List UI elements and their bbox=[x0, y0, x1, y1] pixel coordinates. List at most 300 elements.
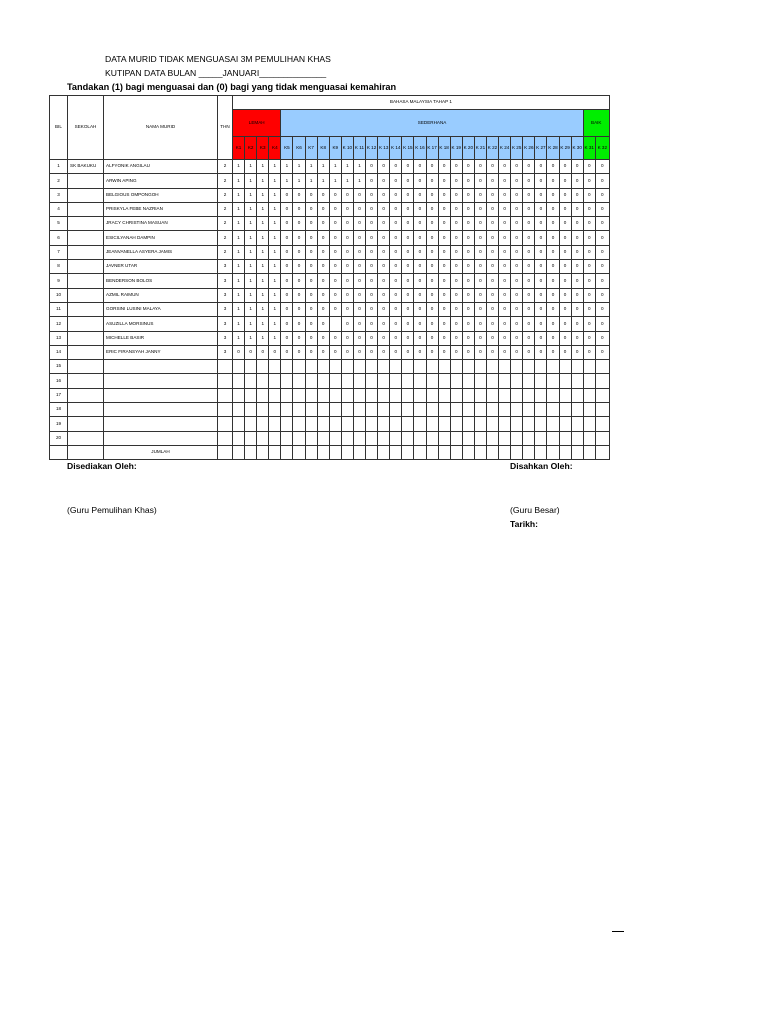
empty-cell bbox=[402, 417, 414, 431]
score-cell: 0 bbox=[595, 260, 609, 274]
score-cell: 0 bbox=[571, 160, 583, 174]
empty-cell bbox=[218, 417, 233, 431]
empty-cell bbox=[305, 388, 317, 402]
score-cell: 0 bbox=[547, 217, 559, 231]
student-name: GORSINI LUSINI MALAYA bbox=[104, 302, 218, 316]
score-cell: 0 bbox=[402, 274, 414, 288]
empty-cell bbox=[583, 374, 595, 388]
score-cell: 0 bbox=[281, 345, 293, 359]
score-cell: 0 bbox=[305, 302, 317, 316]
score-cell: 0 bbox=[390, 317, 402, 331]
score-cell: 1 bbox=[257, 202, 269, 216]
empty-cell bbox=[353, 374, 365, 388]
empty-cell bbox=[426, 417, 438, 431]
score-cell: 0 bbox=[402, 245, 414, 259]
score-cell: 0 bbox=[535, 160, 547, 174]
school-cell bbox=[68, 188, 104, 202]
empty-cell bbox=[281, 403, 293, 417]
score-cell: 1 bbox=[233, 317, 245, 331]
empty-cell bbox=[218, 388, 233, 402]
score-cell: 0 bbox=[595, 245, 609, 259]
score-cell: 1 bbox=[233, 217, 245, 231]
table-row bbox=[50, 360, 610, 374]
empty-cell bbox=[414, 417, 426, 431]
data-period-line: KUTIPAN DATA BULAN _____JANUARI______________ bbox=[105, 68, 327, 78]
score-cell: 0 bbox=[583, 202, 595, 216]
score-cell: 0 bbox=[462, 231, 474, 245]
year-cell: 2 bbox=[218, 160, 233, 174]
total-cell bbox=[305, 445, 317, 459]
empty-cell bbox=[559, 374, 571, 388]
score-cell: 0 bbox=[511, 317, 523, 331]
empty-cell bbox=[353, 403, 365, 417]
empty-cell bbox=[559, 403, 571, 417]
score-cell: 0 bbox=[547, 174, 559, 188]
empty-cell bbox=[571, 374, 583, 388]
score-cell: 0 bbox=[486, 231, 498, 245]
score-cell: 0 bbox=[366, 331, 378, 345]
score-cell: 0 bbox=[390, 245, 402, 259]
empty-cell bbox=[474, 360, 486, 374]
empty-cell bbox=[218, 431, 233, 445]
empty-cell bbox=[68, 374, 104, 388]
score-cell: 0 bbox=[499, 160, 511, 174]
empty-cell bbox=[414, 403, 426, 417]
skill-header: K 24 bbox=[499, 137, 511, 160]
empty-cell bbox=[438, 374, 450, 388]
score-cell: 0 bbox=[559, 231, 571, 245]
score-cell: 0 bbox=[583, 274, 595, 288]
student-name: JRACY CHRISTINA MASUAN bbox=[104, 217, 218, 231]
score-cell: 1 bbox=[269, 302, 281, 316]
score-cell: 0 bbox=[245, 345, 257, 359]
score-cell: 0 bbox=[474, 288, 486, 302]
score-cell: 1 bbox=[269, 160, 281, 174]
row-number: 4 bbox=[50, 202, 68, 216]
skills-table bbox=[49, 95, 610, 460]
score-cell: 0 bbox=[462, 174, 474, 188]
page-dash bbox=[612, 931, 624, 932]
score-cell: 1 bbox=[233, 260, 245, 274]
empty-cell bbox=[317, 403, 329, 417]
empty-cell bbox=[535, 431, 547, 445]
total-cell bbox=[523, 445, 535, 459]
score-cell: 0 bbox=[511, 302, 523, 316]
score-cell: 0 bbox=[450, 174, 462, 188]
skill-header: K 16 bbox=[414, 137, 426, 160]
empty-cell bbox=[317, 417, 329, 431]
empty-cell bbox=[281, 360, 293, 374]
score-cell: 0 bbox=[559, 288, 571, 302]
total-cell bbox=[257, 445, 269, 459]
score-cell: 0 bbox=[426, 345, 438, 359]
score-cell: 1 bbox=[257, 302, 269, 316]
score-cell: 0 bbox=[293, 345, 305, 359]
score-cell: 0 bbox=[281, 331, 293, 345]
year-cell: 2 bbox=[218, 245, 233, 259]
score-cell: 0 bbox=[450, 231, 462, 245]
score-cell: 0 bbox=[317, 317, 329, 331]
skill-header: K 15 bbox=[402, 137, 414, 160]
score-cell: 0 bbox=[378, 202, 390, 216]
score-cell: 0 bbox=[341, 302, 353, 316]
empty-cell bbox=[269, 417, 281, 431]
empty-cell bbox=[583, 431, 595, 445]
score-cell: 0 bbox=[390, 274, 402, 288]
student-name: ERIC FIRANSYAH JANNY bbox=[104, 345, 218, 359]
empty-cell bbox=[462, 417, 474, 431]
total-cell bbox=[281, 445, 293, 459]
score-cell: 1 bbox=[269, 331, 281, 345]
score-cell: 1 bbox=[257, 274, 269, 288]
empty-cell bbox=[257, 374, 269, 388]
row-number: 1 bbox=[50, 160, 68, 174]
empty-cell bbox=[245, 403, 257, 417]
score-cell: 0 bbox=[559, 302, 571, 316]
score-cell: 0 bbox=[486, 202, 498, 216]
score-cell: 0 bbox=[414, 202, 426, 216]
total-cell bbox=[499, 445, 511, 459]
empty-cell bbox=[583, 360, 595, 374]
empty-cell bbox=[378, 374, 390, 388]
empty-cell bbox=[317, 360, 329, 374]
empty-cell bbox=[341, 374, 353, 388]
score-cell: 0 bbox=[438, 331, 450, 345]
year-cell: 3 bbox=[218, 331, 233, 345]
score-cell: 0 bbox=[353, 317, 365, 331]
score-cell: 0 bbox=[341, 331, 353, 345]
instruction-line: Tandakan (1) bagi menguasai dan (0) bagi yang tidak menguasai kemahiran bbox=[67, 82, 397, 92]
score-cell: 0 bbox=[341, 231, 353, 245]
score-cell: 1 bbox=[329, 174, 341, 188]
skill-header: K1 bbox=[233, 137, 245, 160]
skill-header: K 22 bbox=[486, 137, 498, 160]
empty-cell bbox=[390, 403, 402, 417]
score-cell: 1 bbox=[245, 245, 257, 259]
score-cell: 0 bbox=[559, 217, 571, 231]
empty-cell bbox=[474, 388, 486, 402]
prepared-by-label: Disediakan Oleh: bbox=[67, 461, 137, 471]
empty-cell bbox=[595, 403, 609, 417]
score-cell: 0 bbox=[402, 317, 414, 331]
row-number: 2 bbox=[50, 174, 68, 188]
empty-cell bbox=[68, 445, 104, 459]
empty-cell bbox=[269, 360, 281, 374]
score-cell: 0 bbox=[402, 217, 414, 231]
empty-cell bbox=[438, 403, 450, 417]
score-cell: 0 bbox=[378, 188, 390, 202]
score-cell: 0 bbox=[414, 317, 426, 331]
score-cell: 0 bbox=[329, 331, 341, 345]
score-cell: 1 bbox=[233, 302, 245, 316]
empty-cell bbox=[523, 403, 535, 417]
score-cell: 0 bbox=[535, 260, 547, 274]
score-cell: 0 bbox=[390, 260, 402, 274]
score-cell: 1 bbox=[257, 188, 269, 202]
score-cell: 0 bbox=[269, 345, 281, 359]
score-cell: 0 bbox=[523, 345, 535, 359]
empty-cell bbox=[390, 360, 402, 374]
table-row bbox=[50, 231, 610, 245]
score-cell: 0 bbox=[378, 160, 390, 174]
score-cell: 0 bbox=[511, 345, 523, 359]
empty-cell bbox=[583, 403, 595, 417]
score-cell: 0 bbox=[486, 160, 498, 174]
year-cell: 3 bbox=[218, 302, 233, 316]
empty-cell bbox=[353, 431, 365, 445]
score-cell: 0 bbox=[329, 202, 341, 216]
empty-cell bbox=[583, 417, 595, 431]
score-cell: 0 bbox=[535, 202, 547, 216]
empty-cell bbox=[499, 360, 511, 374]
total-cell bbox=[535, 445, 547, 459]
total-cell bbox=[426, 445, 438, 459]
score-cell: 0 bbox=[414, 302, 426, 316]
empty-cell bbox=[329, 403, 341, 417]
empty-cell bbox=[68, 403, 104, 417]
skill-header: K8 bbox=[317, 137, 329, 160]
score-cell: 0 bbox=[523, 231, 535, 245]
score-cell: 1 bbox=[269, 202, 281, 216]
score-cell: 0 bbox=[281, 302, 293, 316]
total-cell bbox=[390, 445, 402, 459]
student-name: ASUZILLA MORSINUS bbox=[104, 317, 218, 331]
score-cell: 0 bbox=[366, 260, 378, 274]
score-cell: 0 bbox=[547, 202, 559, 216]
empty-cell bbox=[341, 360, 353, 374]
empty-cell bbox=[269, 403, 281, 417]
score-cell: 0 bbox=[426, 245, 438, 259]
score-cell: 0 bbox=[523, 245, 535, 259]
empty-cell bbox=[68, 431, 104, 445]
score-cell: 0 bbox=[438, 160, 450, 174]
score-cell: 0 bbox=[474, 331, 486, 345]
empty-cell bbox=[450, 374, 462, 388]
score-cell: 0 bbox=[583, 174, 595, 188]
empty-cell bbox=[317, 388, 329, 402]
score-cell: 0 bbox=[559, 174, 571, 188]
score-cell: 0 bbox=[462, 302, 474, 316]
score-cell: 1 bbox=[245, 174, 257, 188]
row-number: 8 bbox=[50, 260, 68, 274]
score-cell: 1 bbox=[233, 245, 245, 259]
empty-cell bbox=[68, 360, 104, 374]
score-cell: 0 bbox=[426, 288, 438, 302]
table-row bbox=[50, 388, 610, 402]
score-cell: 0 bbox=[305, 245, 317, 259]
score-cell: 0 bbox=[486, 245, 498, 259]
empty-cell bbox=[245, 374, 257, 388]
empty-cell bbox=[559, 388, 571, 402]
skill-header: K 13 bbox=[378, 137, 390, 160]
score-cell: 1 bbox=[341, 174, 353, 188]
score-cell: 0 bbox=[511, 202, 523, 216]
score-cell: 0 bbox=[390, 331, 402, 345]
score-cell: 0 bbox=[535, 274, 547, 288]
score-cell: 0 bbox=[535, 231, 547, 245]
empty-cell bbox=[523, 388, 535, 402]
skill-header: K 27 bbox=[535, 137, 547, 160]
empty-cell bbox=[547, 417, 559, 431]
score-cell: 0 bbox=[329, 274, 341, 288]
empty-cell bbox=[535, 360, 547, 374]
score-cell: 0 bbox=[474, 174, 486, 188]
empty-cell bbox=[68, 388, 104, 402]
score-cell: 0 bbox=[305, 202, 317, 216]
score-cell: 0 bbox=[329, 231, 341, 245]
skill-header: K 11 bbox=[353, 137, 365, 160]
empty-cell bbox=[104, 417, 218, 431]
score-cell: 0 bbox=[414, 231, 426, 245]
score-cell: 0 bbox=[366, 317, 378, 331]
score-cell: 0 bbox=[402, 288, 414, 302]
school-cell bbox=[68, 274, 104, 288]
empty-cell bbox=[305, 403, 317, 417]
score-cell: 0 bbox=[511, 231, 523, 245]
skill-header: K4 bbox=[269, 137, 281, 160]
score-cell: 0 bbox=[317, 245, 329, 259]
score-cell: 0 bbox=[378, 260, 390, 274]
empty-cell bbox=[317, 374, 329, 388]
school-cell bbox=[68, 260, 104, 274]
score-cell: 1 bbox=[269, 317, 281, 331]
empty-cell bbox=[595, 360, 609, 374]
skill-header: K 31 bbox=[583, 137, 595, 160]
score-cell: 0 bbox=[366, 274, 378, 288]
score-cell: 0 bbox=[559, 260, 571, 274]
empty-cell bbox=[329, 417, 341, 431]
skill-header: K 18 bbox=[438, 137, 450, 160]
score-cell: 0 bbox=[474, 274, 486, 288]
score-cell: 0 bbox=[293, 231, 305, 245]
score-cell: 0 bbox=[450, 274, 462, 288]
score-cell: 0 bbox=[462, 188, 474, 202]
empty-cell bbox=[535, 388, 547, 402]
empty-cell bbox=[547, 374, 559, 388]
empty-cell bbox=[104, 374, 218, 388]
empty-cell bbox=[317, 431, 329, 445]
score-cell: 0 bbox=[499, 231, 511, 245]
empty-cell bbox=[50, 445, 68, 459]
teacher-signature-label: (Guru Pemulihan Khas) bbox=[67, 505, 157, 515]
score-cell: 0 bbox=[486, 302, 498, 316]
empty-cell bbox=[257, 388, 269, 402]
score-cell: 0 bbox=[474, 160, 486, 174]
total-cell bbox=[233, 445, 245, 459]
row-number: 7 bbox=[50, 245, 68, 259]
table-row bbox=[50, 288, 610, 302]
row-number: 15 bbox=[50, 360, 68, 374]
skill-header: K2 bbox=[245, 137, 257, 160]
score-cell: 0 bbox=[559, 202, 571, 216]
score-cell: 0 bbox=[353, 260, 365, 274]
score-cell: 0 bbox=[486, 288, 498, 302]
score-cell: 0 bbox=[281, 245, 293, 259]
score-cell: 0 bbox=[281, 274, 293, 288]
score-cell: 0 bbox=[378, 317, 390, 331]
score-cell: 0 bbox=[402, 188, 414, 202]
score-cell: 0 bbox=[390, 202, 402, 216]
score-cell: 0 bbox=[571, 317, 583, 331]
score-cell: 0 bbox=[305, 317, 317, 331]
student-name: BENDERSON BOLOS bbox=[104, 274, 218, 288]
score-cell: 0 bbox=[233, 345, 245, 359]
empty-cell bbox=[293, 417, 305, 431]
school-cell bbox=[68, 317, 104, 331]
score-cell: 0 bbox=[305, 260, 317, 274]
score-cell: 0 bbox=[511, 245, 523, 259]
empty-cell bbox=[462, 388, 474, 402]
score-cell: 0 bbox=[414, 260, 426, 274]
empty-cell bbox=[366, 403, 378, 417]
score-cell: 0 bbox=[305, 331, 317, 345]
empty-cell bbox=[571, 431, 583, 445]
score-cell: 1 bbox=[257, 217, 269, 231]
score-cell: 0 bbox=[474, 302, 486, 316]
score-cell: 1 bbox=[245, 302, 257, 316]
total-cell bbox=[353, 445, 365, 459]
table-row bbox=[50, 174, 610, 188]
score-cell: 1 bbox=[245, 231, 257, 245]
score-cell: 0 bbox=[523, 302, 535, 316]
empty-cell bbox=[305, 374, 317, 388]
empty-cell bbox=[293, 431, 305, 445]
score-cell: 1 bbox=[245, 274, 257, 288]
empty-cell bbox=[378, 417, 390, 431]
score-cell: 0 bbox=[595, 188, 609, 202]
score-cell: 1 bbox=[245, 188, 257, 202]
empty-cell bbox=[474, 417, 486, 431]
score-cell: 0 bbox=[257, 345, 269, 359]
score-cell: 0 bbox=[341, 317, 353, 331]
row-number: 14 bbox=[50, 345, 68, 359]
score-cell: 0 bbox=[341, 188, 353, 202]
score-cell: 0 bbox=[426, 274, 438, 288]
empty-cell bbox=[595, 417, 609, 431]
table-row bbox=[50, 317, 610, 331]
student-name: AZMIL RAIMUN bbox=[104, 288, 218, 302]
school-cell bbox=[68, 331, 104, 345]
empty-cell bbox=[341, 431, 353, 445]
row-number: 11 bbox=[50, 302, 68, 316]
empty-cell bbox=[353, 417, 365, 431]
score-cell: 0 bbox=[499, 260, 511, 274]
total-cell bbox=[486, 445, 498, 459]
total-cell bbox=[341, 445, 353, 459]
score-cell: 0 bbox=[293, 331, 305, 345]
student-name: JAVNER UTAR bbox=[104, 260, 218, 274]
score-cell: 0 bbox=[559, 160, 571, 174]
total-cell bbox=[559, 445, 571, 459]
score-cell: 0 bbox=[390, 160, 402, 174]
score-cell: 0 bbox=[547, 231, 559, 245]
empty-cell bbox=[366, 374, 378, 388]
empty-cell bbox=[547, 431, 559, 445]
empty-cell bbox=[104, 403, 218, 417]
total-cell bbox=[245, 445, 257, 459]
empty-cell bbox=[218, 374, 233, 388]
empty-cell bbox=[595, 374, 609, 388]
score-cell: 0 bbox=[571, 202, 583, 216]
score-cell: 0 bbox=[595, 317, 609, 331]
score-cell: 0 bbox=[547, 188, 559, 202]
score-cell: 0 bbox=[571, 217, 583, 231]
empty-cell bbox=[269, 374, 281, 388]
score-cell: 0 bbox=[523, 274, 535, 288]
row-number: 12 bbox=[50, 317, 68, 331]
table-row bbox=[50, 260, 610, 274]
approved-by-label: Disahkan Oleh: bbox=[510, 461, 573, 471]
